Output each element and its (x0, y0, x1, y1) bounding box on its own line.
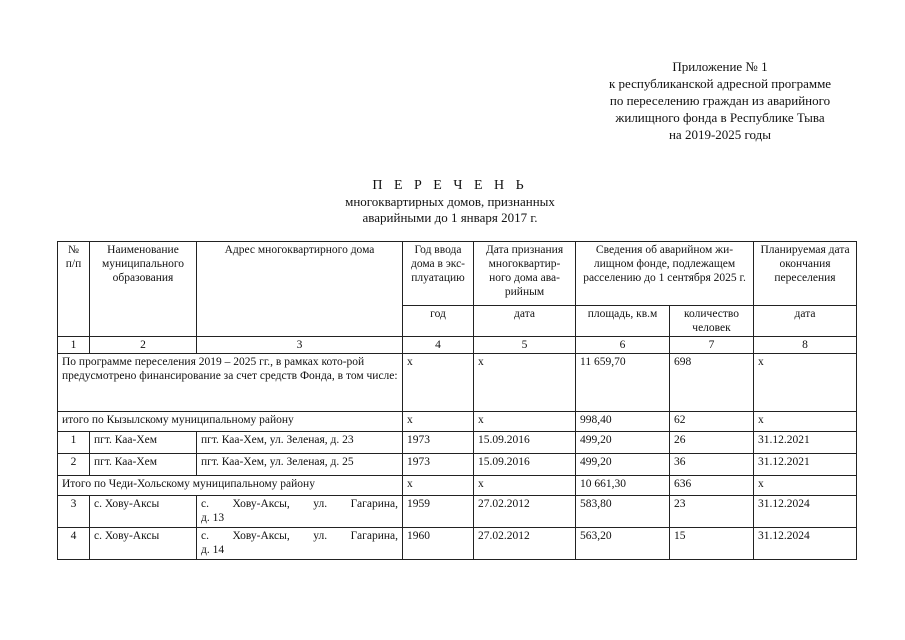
cell-municipality: с. Хову-Аксы (90, 528, 197, 560)
cell-year: х (403, 412, 474, 432)
col-number: 3 (197, 337, 403, 354)
cell-planned: 31.12.2024 (754, 496, 857, 528)
address-line: д. 14 (201, 544, 225, 556)
cell-date: х (474, 476, 576, 496)
cell-date: 27.02.2012 (474, 496, 576, 528)
subheader-date: дата (474, 306, 576, 337)
cell-date: 15.09.2016 (474, 454, 576, 476)
cell-address: пгт. Каа-Хем, ул. Зеленая, д. 23 (197, 432, 403, 454)
row-label: Итого по Чеди-Хольскому муниципальному району (58, 476, 403, 496)
table-header-row (58, 242, 857, 306)
cell-area: 499,20 (576, 454, 670, 476)
appendix-line: жилищного фонда в Республике Тыва (615, 110, 825, 125)
col-number: 1 (58, 337, 90, 354)
document-subtitle: многоквартирных домов, признанных (345, 194, 555, 209)
cell-planned: х (754, 476, 857, 496)
cell-people: 15 (670, 528, 754, 560)
cell-people: 26 (670, 432, 754, 454)
cell-date: 15.09.2016 (474, 432, 576, 454)
subheader-people: количество человек (670, 306, 754, 337)
cell-address (197, 528, 403, 560)
cell-num: 3 (58, 496, 90, 528)
subheader-area: площадь, кв.м (576, 306, 670, 337)
cell-municipality: пгт. Каа-Хем (90, 454, 197, 476)
table-row (58, 454, 857, 476)
col-number: 6 (576, 337, 670, 354)
cell-area: 998,40 (576, 412, 670, 432)
cell-municipality: пгт. Каа-Хем (90, 432, 197, 454)
appendix-block (560, 58, 880, 143)
cell-date: х (474, 354, 576, 412)
cell-people: 636 (670, 476, 754, 496)
table-row (58, 528, 857, 560)
houses-table (57, 241, 857, 560)
cell-date: х (474, 412, 576, 432)
table-row (58, 496, 857, 528)
cell-people: 62 (670, 412, 754, 432)
cell-municipality: с. Хову-Аксы (90, 496, 197, 528)
cell-num: 2 (58, 454, 90, 476)
district-total-row (58, 476, 857, 496)
cell-num: 1 (58, 432, 90, 454)
cell-planned: х (754, 354, 857, 412)
cell-planned: 31.12.2021 (754, 454, 857, 476)
document-subtitle: аварийными до 1 января 2017 г. (362, 210, 538, 225)
col-number: 7 (670, 337, 754, 354)
cell-area: 11 659,70 (576, 354, 670, 412)
header-date-recognition: Дата признания многоквартир-ного дома ава-рийным (474, 242, 576, 306)
cell-people: 698 (670, 354, 754, 412)
cell-area: 563,20 (576, 528, 670, 560)
cell-area: 499,20 (576, 432, 670, 454)
cell-planned: х (754, 412, 857, 432)
program-total-row (58, 354, 857, 412)
address-line: д. 13 (201, 512, 225, 524)
cell-year: 1973 (403, 454, 474, 476)
document-heading (290, 178, 610, 226)
col-number: 5 (474, 337, 576, 354)
appendix-line: Приложение № 1 (672, 59, 768, 74)
header-planned-date: Планируемая дата окончания переселения (754, 242, 857, 306)
cell-date: 27.02.2012 (474, 528, 576, 560)
appendix-line: на 2019-2025 годы (668, 127, 772, 142)
header-municipality: Наименование муниципального образования (90, 242, 197, 337)
address-line: с. Хову-Аксы, ул. Гагарина, (201, 530, 398, 542)
subheader-planned: дата (754, 306, 857, 337)
cell-area: 10 661,30 (576, 476, 670, 496)
appendix-line: по переселению граждан из аварийного (609, 93, 831, 108)
cell-area: 583,80 (576, 496, 670, 528)
header-num: № п/п (58, 242, 90, 337)
subheader-year: год (403, 306, 474, 337)
table-row (58, 432, 857, 454)
cell-people: 36 (670, 454, 754, 476)
cell-address (197, 496, 403, 528)
address-line: с. Хову-Аксы, ул. Гагарина, (201, 498, 398, 510)
cell-year: х (403, 354, 474, 412)
header-fund-info: Сведения об аварийном жи-лищном фонде, подлежащем расселению до 1 сентября 2025 г. (576, 242, 754, 306)
column-number-row (58, 337, 857, 354)
cell-planned: 31.12.2021 (754, 432, 857, 454)
cell-address: пгт. Каа-Хем, ул. Зеленая, д. 25 (197, 454, 403, 476)
cell-people: 23 (670, 496, 754, 528)
header-year: Год ввода дома в экс-плуатацию (403, 242, 474, 306)
col-number: 2 (90, 337, 197, 354)
cell-planned: 31.12.2024 (754, 528, 857, 560)
cell-num: 4 (58, 528, 90, 560)
col-number: 8 (754, 337, 857, 354)
cell-year: 1959 (403, 496, 474, 528)
col-number: 4 (403, 337, 474, 354)
district-total-row (58, 412, 857, 432)
cell-year: х (403, 476, 474, 496)
cell-year: 1960 (403, 528, 474, 560)
row-label: итого по Кызылскому муниципальному району (58, 412, 403, 432)
cell-year: 1973 (403, 432, 474, 454)
document-title: П Е Р Е Ч Е Н Ь (372, 178, 528, 193)
row-label: По программе переселения 2019 – 2025 гг., в рамках кото-рой предусмотрено финансирование за счет средств Фонда, в том числе: (58, 354, 403, 412)
header-address: Адрес многоквартирного дома (197, 242, 403, 337)
appendix-line: к республиканской адресной программе (608, 76, 832, 91)
